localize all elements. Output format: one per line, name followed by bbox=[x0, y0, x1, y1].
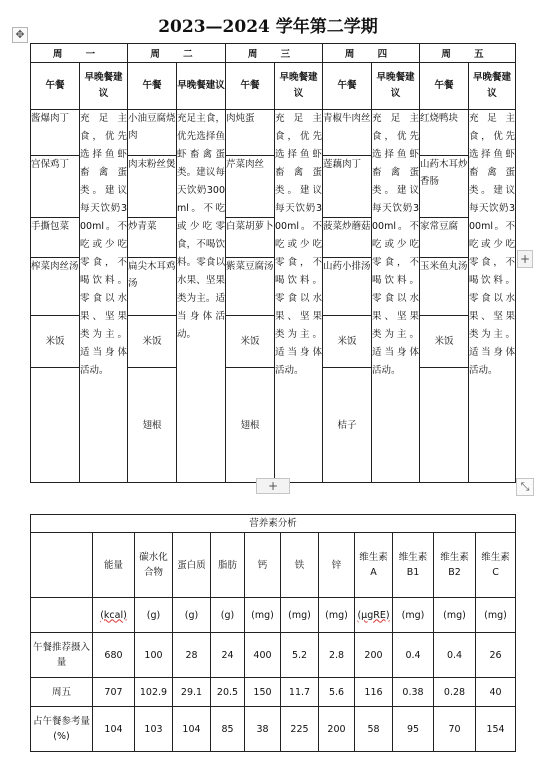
unit-cell: (mg) bbox=[476, 598, 516, 633]
nutrient-header: 碳水化合物 bbox=[135, 533, 173, 598]
dish-cell: 小油豆腐烧肉 bbox=[128, 110, 177, 156]
dish-cell: 酱爆肉丁 bbox=[31, 110, 80, 156]
lunch-header: 午餐 bbox=[31, 63, 80, 110]
unit-cell: (mg) bbox=[319, 598, 355, 633]
value-cell: 400 bbox=[245, 633, 281, 678]
weekly-menu-table bbox=[30, 43, 516, 483]
value-cell: 0.4 bbox=[434, 633, 476, 678]
value-cell: 103 bbox=[135, 707, 173, 752]
value-cell: 200 bbox=[319, 707, 355, 752]
value-cell: 38 bbox=[245, 707, 281, 752]
value-cell: 680 bbox=[93, 633, 135, 678]
dish-cell: 手撕包菜 bbox=[31, 218, 80, 258]
unit-cell: (g) bbox=[173, 598, 211, 633]
dish-cell: 紫菜豆腐汤 bbox=[226, 258, 275, 316]
value-cell: 104 bbox=[93, 707, 135, 752]
nutrient-header: 锌 bbox=[319, 533, 355, 598]
dish-cell: 米饭 bbox=[128, 316, 177, 368]
table-move-handle-icon[interactable]: ✥ bbox=[12, 27, 28, 43]
dish-cell: 玉米鱼丸汤 bbox=[420, 258, 469, 316]
dish-cell: 山药小排汤 bbox=[323, 258, 372, 316]
row-label: 周五 bbox=[31, 678, 93, 707]
value-cell: 58 bbox=[355, 707, 393, 752]
value-cell: 150 bbox=[245, 678, 281, 707]
dish-cell: 榨菜肉丝汤 bbox=[31, 258, 80, 316]
corner-cell bbox=[31, 598, 93, 633]
value-cell: 225 bbox=[281, 707, 319, 752]
table-resize-handle-icon[interactable]: ⤡ bbox=[516, 478, 534, 496]
dish-cell: 米饭 bbox=[31, 316, 80, 368]
nutrition-table-title: 营养素分析 bbox=[31, 515, 516, 533]
value-cell: 40 bbox=[476, 678, 516, 707]
value-cell: 2.8 bbox=[319, 633, 355, 678]
dish-cell: 翅根 bbox=[226, 368, 275, 483]
value-cell: 5.6 bbox=[319, 678, 355, 707]
nutrient-header: 维生素B2 bbox=[434, 533, 476, 598]
nutrient-header: 钙 bbox=[245, 533, 281, 598]
value-cell: 0.38 bbox=[393, 678, 434, 707]
nutrient-header: 维生素C bbox=[476, 533, 516, 598]
unit-cell: (mg) bbox=[434, 598, 476, 633]
nutrient-header: 维生素B1 bbox=[393, 533, 434, 598]
dish-cell bbox=[420, 368, 469, 483]
dish-cell: 白菜胡萝卜 bbox=[226, 218, 275, 258]
meal-advice-cell: 充足主食，优先选择鱼虾畜禽蛋类。建议每天饮奶300ml。不吃或少吃零食，不喝饮料。零食以水果、坚果类为主。适当身体活动。 bbox=[469, 110, 516, 483]
meal-advice-cell: 充足主食，优先选择鱼虾畜禽蛋类。建议每天饮奶300ml。不吃或少吃零食，不喝饮料。零食以水果、坚果类为主。适当身体活动。 bbox=[275, 110, 323, 483]
value-cell: 95 bbox=[393, 707, 434, 752]
nutrient-header: 维生素A bbox=[355, 533, 393, 598]
dish-cell: 肉末粉丝煲 bbox=[128, 156, 177, 218]
value-cell: 104 bbox=[173, 707, 211, 752]
dish-cell: 青椒牛肉丝 bbox=[323, 110, 372, 156]
advice-header: 早晚餐建议 bbox=[80, 63, 128, 110]
row-label: 占午餐参考量(%) bbox=[31, 707, 93, 752]
unit-cell: (g) bbox=[211, 598, 245, 633]
dish-cell: 翅根 bbox=[128, 368, 177, 483]
nutrition-analysis-table bbox=[30, 514, 516, 752]
add-column-button[interactable]: + bbox=[517, 250, 533, 268]
advice-header: 早晚餐建议 bbox=[372, 63, 420, 110]
advice-header: 早晚餐建议 bbox=[275, 63, 323, 110]
dish-cell: 炒青菜 bbox=[128, 218, 177, 258]
lunch-header: 午餐 bbox=[323, 63, 372, 110]
dish-cell: 芹菜肉丝 bbox=[226, 156, 275, 218]
dish-cell: 莲藕肉丁 bbox=[323, 156, 372, 218]
row-label: 午餐推荐摄入量 bbox=[31, 633, 93, 678]
value-cell: 0.4 bbox=[393, 633, 434, 678]
add-row-button[interactable]: + bbox=[256, 478, 290, 494]
unit-cell: (μgRE) bbox=[355, 598, 393, 633]
lunch-header: 午餐 bbox=[420, 63, 469, 110]
dish-cell: 菠菜炒蘑菇 bbox=[323, 218, 372, 258]
unit-cell: (mg) bbox=[393, 598, 434, 633]
nutrient-header: 脂肪 bbox=[211, 533, 245, 598]
value-cell: 707 bbox=[93, 678, 135, 707]
advice-header: 早晚餐建议 bbox=[177, 63, 226, 110]
corner-cell bbox=[31, 533, 93, 598]
unit-cell: (mg) bbox=[281, 598, 319, 633]
nutrient-header: 铁 bbox=[281, 533, 319, 598]
meal-advice-cell: 充足主食，优先选择鱼虾畜禽蛋类。建议每天饮奶300ml。不吃或少吃零食，不喝饮料。零食以水果、坚果类为主。适当身体活动。 bbox=[80, 110, 128, 483]
meal-advice-cell: 充足主食，优先选择鱼虾畜禽蛋类。建议每天饮奶300ml。不吃或少吃零食，不喝饮料。零食以水果、坚果类为主。适当身体活动。 bbox=[177, 110, 226, 483]
value-cell: 154 bbox=[476, 707, 516, 752]
day-header-mon: 周 一 bbox=[31, 44, 128, 63]
value-cell: 26 bbox=[476, 633, 516, 678]
dish-cell: 宫保鸡丁 bbox=[31, 156, 80, 218]
dish-cell: 红烧鸭块 bbox=[420, 110, 469, 156]
unit-cell: (kcal) bbox=[93, 598, 135, 633]
unit-cell: (mg) bbox=[245, 598, 281, 633]
day-header-wed: 周 三 bbox=[226, 44, 323, 63]
day-header-tue: 周 二 bbox=[128, 44, 226, 63]
dish-cell: 肉炖蛋 bbox=[226, 110, 275, 156]
value-cell: 20.5 bbox=[211, 678, 245, 707]
value-cell: 100 bbox=[135, 633, 173, 678]
dish-cell: 米饭 bbox=[323, 316, 372, 368]
value-cell: 5.2 bbox=[281, 633, 319, 678]
value-cell: 70 bbox=[434, 707, 476, 752]
value-cell: 0.28 bbox=[434, 678, 476, 707]
dish-cell: 家常豆腐 bbox=[420, 218, 469, 258]
page-title: 2023—2024 学年第二学期 bbox=[158, 17, 378, 37]
value-cell: 24 bbox=[211, 633, 245, 678]
unit-cell: (g) bbox=[135, 598, 173, 633]
value-cell: 116 bbox=[355, 678, 393, 707]
nutrient-header: 蛋白质 bbox=[173, 533, 211, 598]
dish-cell bbox=[31, 368, 80, 483]
dish-cell: 米饭 bbox=[420, 316, 469, 368]
dish-cell: 桔子 bbox=[323, 368, 372, 483]
value-cell: 85 bbox=[211, 707, 245, 752]
advice-header: 早晚餐建议 bbox=[469, 63, 516, 110]
day-header-thu: 周 四 bbox=[323, 44, 420, 63]
meal-advice-cell: 充足主食，优先选择鱼虾畜禽蛋类。建议每天饮奶300ml。不吃或少吃零食，不喝饮料。零食以水果、坚果类为主。适当身体活动。 bbox=[372, 110, 420, 483]
lunch-header: 午餐 bbox=[128, 63, 177, 110]
dish-cell: 米饭 bbox=[226, 316, 275, 368]
value-cell: 29.1 bbox=[173, 678, 211, 707]
dish-cell: 扁尖木耳鸡汤 bbox=[128, 258, 177, 316]
value-cell: 102.9 bbox=[135, 678, 173, 707]
nutrient-header: 能量 bbox=[93, 533, 135, 598]
lunch-header: 午餐 bbox=[226, 63, 275, 110]
value-cell: 200 bbox=[355, 633, 393, 678]
value-cell: 11.7 bbox=[281, 678, 319, 707]
day-header-fri: 周 五 bbox=[420, 44, 516, 63]
dish-cell: 山药木耳炒香肠 bbox=[420, 156, 469, 218]
value-cell: 28 bbox=[173, 633, 211, 678]
